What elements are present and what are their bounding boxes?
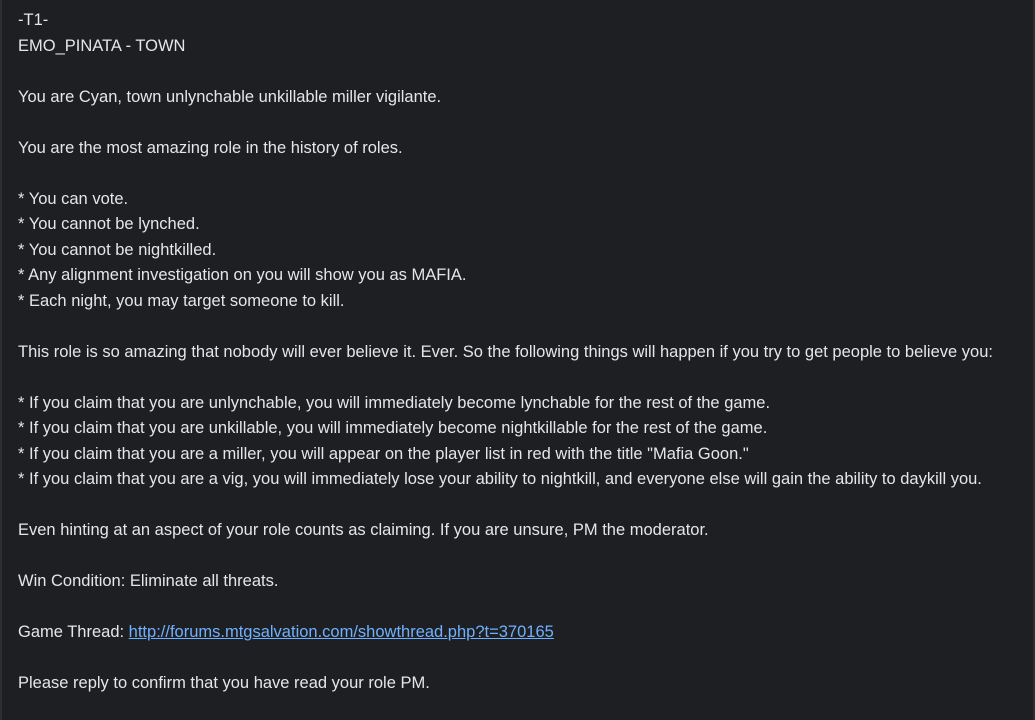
spacer — [18, 646, 1035, 672]
claim-rule: * If you claim that you are unlynchable, you will immediately become lynchable for the rest of the game. — [18, 393, 771, 412]
role-tagline: You are the most amazing role in the history of roles. — [18, 138, 403, 157]
spacer — [18, 544, 1035, 570]
left-border — [0, 0, 2, 720]
ability-item: * Any alignment investigation on you will show you as MAFIA. — [18, 266, 467, 284]
ability-item: * You cannot be nightkilled. — [18, 240, 217, 259]
role-intro: You are Cyan, town unlynchable unkillable miller vigilante. — [18, 87, 442, 106]
ability-item: * You can vote. — [18, 189, 129, 208]
claim-rule: * If you claim that you are a vig, you will immediately lose your ability to nightkill, and everyone else will gain the ability to daykill you. — [18, 470, 982, 488]
spacer — [18, 161, 1035, 187]
ability-item: * You cannot be lynched. — [18, 215, 200, 233]
spacer — [18, 314, 1035, 340]
win-condition: Win Condition: Eliminate all threats. — [18, 572, 279, 590]
spacer — [18, 59, 1035, 85]
game-thread-label: Game Thread: — [18, 623, 129, 641]
spacer — [18, 595, 1035, 621]
claim-intro: This role is so amazing that nobody will ever believe it. Ever. So the following things will happen if you try to get people to believe you: — [18, 342, 993, 361]
confirm-request: Please reply to confirm that you have read your role PM. — [18, 674, 430, 692]
spacer — [18, 110, 1035, 136]
header-role: EMO_PINATA - TOWN — [18, 36, 186, 55]
claim-rule: * If you claim that you are unkillable, you will immediately become nightkillable for the rest of the game. — [18, 419, 768, 437]
spacer — [18, 365, 1035, 391]
spacer — [18, 493, 1035, 519]
hint-note: Even hinting at an aspect of your role counts as claiming. If you are unsure, PM the moderator. — [18, 521, 709, 539]
game-thread-line — [18, 620, 1035, 646]
header-tag: -T1- — [18, 11, 49, 29]
game-thread-link[interactable]: http://forums.mtgsalvation.com/showthread.php?t=370165 — [128, 623, 554, 641]
ability-item: * Each night, you may target someone to kill. — [18, 291, 345, 310]
claim-rule: * If you claim that you are a miller, you will appear on the player list in red with the title "Mafia Goon." — [18, 444, 749, 463]
